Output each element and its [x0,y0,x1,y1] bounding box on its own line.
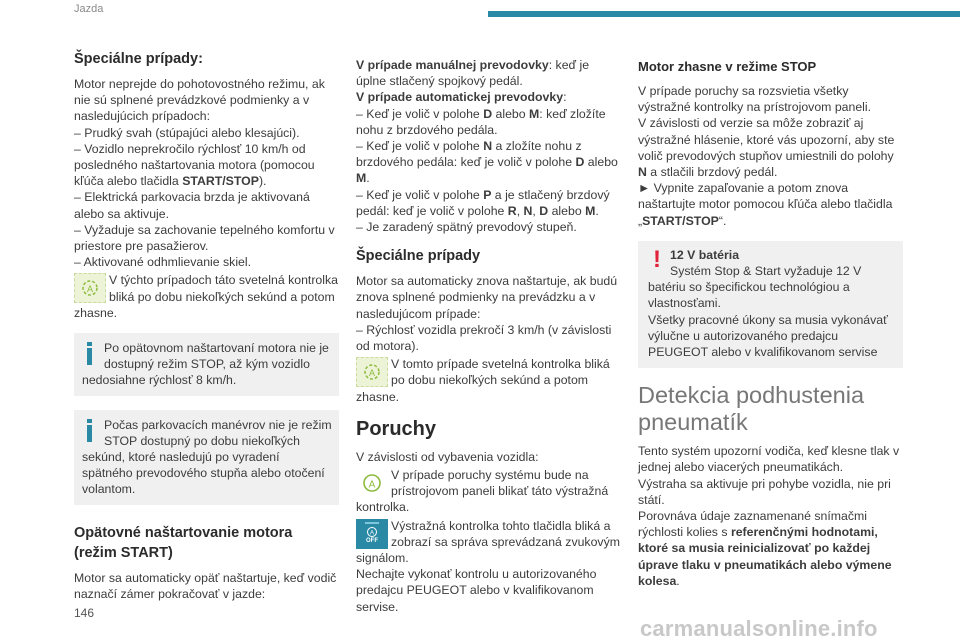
warning-note [638,241,903,368]
list-item: – Prudký svah (stúpajúci alebo klesajúci). [74,125,300,140]
icon-description: V tomto prípade svetelná kontrolka bliká po dobu niekoľkých sekúnd a potom zhasne. [356,357,610,404]
heading-engine-stall: Motor zhasne v režime STOP [638,59,817,74]
list-item: – Keď je volič v polohe D alebo M: keď zložíte nohu z brzdového pedála. [356,106,606,137]
heading-special-cases-2: Špeciálne prípady [356,248,481,265]
paragraph: Motor sa automaticky znova naštartuje, ak budú znova splnené podmienky na prevádzku a v nasledujúcom prípade: [356,274,618,321]
warning-exclamation-icon: ! [653,245,661,273]
page-number: 146 [74,606,95,620]
warning-text: Všetky pracovné úkony sa musia vykonávať výlučne u autorizovaného predajcu PEUGEOT alebo v kvalifikovanom servise [648,312,888,360]
icon-description: V prípade poruchy systému bude na prístrojovom paneli blikať táto výstražná kontrolka. [356,468,609,515]
list-item: – Elektrická parkovacia brzda je aktivovaná alebo sa aktivuje. [74,190,310,221]
paragraph: Tento systém upozorní vodiča, keď klesne tlak v jednej alebo viacerých pneumatikách. [638,444,900,475]
info-note [74,333,339,396]
column-1 [74,50,339,602]
icon-paragraph [356,356,621,405]
note-text: Počas parkovacích manévrov nie je režim STOP dostupný po dobu niekoľkých sekúnd, ktoré nasledujú po vyradení spätného prevodového stupňa alebo otočení volantom. [82,417,332,497]
paragraph: Nechajte vykonať kontrolu u autorizovaného predajcu PEUGEOT alebo v kvalifikovanom servise. [356,567,597,614]
heading-tyre-detection: Detekcia podhustenia pneumatík [638,382,865,436]
list-item: – Vyžaduje sa zachovanie tepelného komfortu v priestore pre pasažierov. [74,222,335,254]
paragraph: ► Vypnite zapaľovanie a potom znova naštartujte motor pomocou kľúča alebo tlačidla „START/STOP“. [638,181,893,228]
paragraph: Porovnáva údaje zaznamenané snímačmi rýchlosti kolies s referenčnými hodnotami, ktoré sa musia reinicializovať po každej úprave tlaku v pneumatikách alebo výmene kolesa. [638,509,892,588]
icon-description: V týchto prípadoch táto svetelná kontrolka bliká po dobu niekoľkých sekúnd a potom zhasne. [74,273,338,320]
icon-paragraph [74,272,339,321]
icon-paragraph [356,518,621,567]
paragraph: Motor neprejde do pohotovostného režimu, ak nie sú splnené prevádzkové podmienky a v nasledujúcich prípadoch: [74,77,325,124]
heading-restart: Opätovné naštartovanie motora (režim START) [74,524,293,561]
svg-text:A: A [368,479,376,491]
svg-text:A: A [369,530,375,537]
paragraph: V prípade manuálnej prevodovky: keď je úplne stlačený spojkový pedál. [356,58,590,89]
list-item: – Rýchlosť vozidla prekročí 3 km/h (v závislosti od motora). [356,322,612,354]
paragraph: Výstraha sa aktivuje pri pohybe vozidla, nie pri státí. [638,476,891,507]
watermark: carmanualsonline.info [640,616,878,641]
icon-paragraph [356,467,621,516]
auto-stop-start-warning-icon [74,273,106,303]
paragraph: V prípade automatickej prevodovky: [356,90,567,105]
paragraph: V prípade poruchy sa rozsvietia všetky výstražné kontrolky na prístrojovom paneli. [638,84,872,115]
stop-start-off-button-icon: A OFF [356,519,388,549]
auto-stop-start-warning-icon [356,357,388,387]
list-item: – Keď je volič v polohe P a je stlačený brzdový pedál: keď je volič v polohe R, N, D alebo M. [356,187,610,218]
note-text: Po opätovnom naštartovaní motora nie je dostupný režim STOP, až kým vozidlo nedosiahne rýchlosť 8 km/h. [82,341,329,388]
warning-title: 12 V batéria [670,247,740,262]
info-note [74,410,339,505]
svg-text:A: A [368,368,376,379]
header-accent-bar [488,11,960,17]
header-section-label: Jazda [74,3,104,15]
info-icon [82,417,98,447]
column-2 [356,57,621,615]
heading-faults: Poruchy [356,417,437,440]
paragraph: Motor sa automaticky opäť naštartuje, keď vodič naznačí zámer pokračovať v jazde: [74,570,337,601]
stop-start-fault-icon [356,468,388,498]
list-item: – Je zaradený spätný prevodový stupeň. [356,220,577,235]
paragraph: V závislosti od verzie sa môže zobraziť aj výstražné hlásenie, ktoré vás upozorní, aby ste volič prevodových stupňov umiestnili do polohy N a stlačili brzdový pedál. [638,116,895,180]
list-item: – Keď je volič v polohe N a zložíte nohu z brzdového pedála: keď je volič v polohe D alebo M. [356,139,618,186]
column-3 [638,57,903,589]
list-item: – Aktivované odhmlievanie skiel. [74,255,252,270]
list-item: – Vozidlo neprekročilo rýchlosť 10 km/h od posledného naštartovania motora (pomocou kľúča alebo tlačidla START/STOP). [74,141,315,189]
warning-text: Systém Stop & Start vyžaduje 12 V batériu so špecifickou technológiou a vlastnosťami. [648,264,862,311]
paragraph: V závislosti od vybavenia vozidla: [356,449,539,464]
icon-description: Výstražná kontrolka tohto tlačidla bliká a zobrazí sa správa sprevádzaná zvukovým signálom. [356,518,620,566]
svg-text:A: A [86,284,94,295]
info-icon [82,340,98,370]
heading-special-cases: Špeciálne prípady: [74,51,203,67]
